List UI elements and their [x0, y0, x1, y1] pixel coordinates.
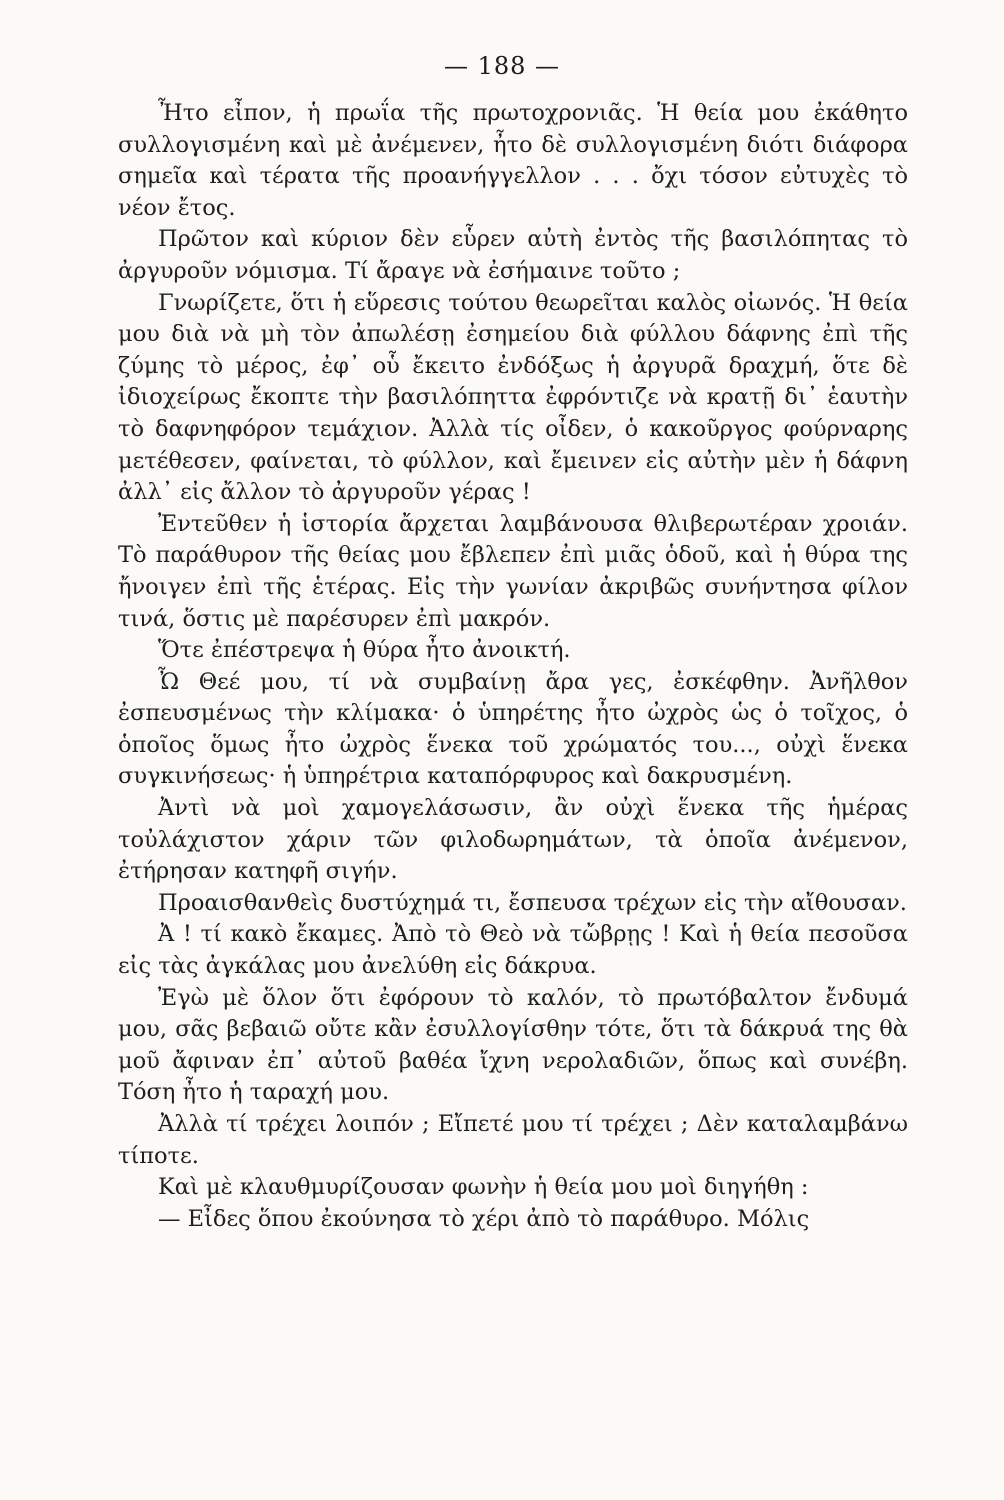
paragraph: Ἐντεῦθεν ἡ ἱστορία ἄρχεται λαμβάνουσα θλιβερωτέραν χροιάν. Τὸ παράθυρον τῆς θείας μου ἔβλεπεν ἐπὶ μιᾶς ὁδοῦ, καὶ ἡ θύρα της ἤνοιγεν ἐπὶ τῆς ἑτέρας. Εἰς τὴν γωνίαν ἀκριβῶς συνήντησα φίλον τινά, ὅστις μὲ παρέσυρεν ἐπὶ μακρόν. [118, 510, 908, 632]
paragraph: — Εἶδες ὅπου ἐκούνησα τὸ χέρι ἀπὸ τὸ παράθυρο. Μόλις [158, 1205, 810, 1232]
page-number: — 188 — [443, 52, 561, 80]
paragraph: Πρῶτον καὶ κύριον δὲν εὗρεν αὐτὴ ἐντὸς τῆς βασιλόπητας τὸ ἀργυροῦν νόμισμα. Τί ἄραγε νὰ ἐσήμαινε τοῦτο ; [118, 226, 908, 284]
paragraph: Ὅτε ἐπέστρεψα ἡ θύρα ἦτο ἀνοικτή. [158, 637, 571, 664]
paragraph: Προαισθανθεὶς δυστύχημά τι, ἔσπευσα τρέχων εἰς τὴν αἴθουσαν. [158, 889, 907, 916]
paragraph: Γνωρίζετε, ὅτι ἡ εὕρεσις τούτου θεωρεῖται καλὸς οἰωνός. Ἡ θεία μου διὰ νὰ μὴ τὸν ἀπωλέσῃ ἐσημείου διὰ φύλλου δάφνης ἐπὶ τῆς ζύμης τὸ μέρος, ἐφ᾽ οὗ ἔκειτο ἐνδόξως ἡ ἀργυρᾶ δραχμή, ὅτε δὲ ἰδιοχείρως ἔκοπτε τὴν βασιλόπηττα ἐφρόντιζε νὰ κρατῇ δι᾽ ἑαυτὴν τὸ δαφνηφόρον τεμάχιον. Ἀλλὰ τίς οἶδεν, ὁ κακοῦργος φούρναρης μετέθεσεν, φαίνεται, τὸ φύλλον, καὶ ἔμεινεν εἰς αὐτὴν μὲν ἡ δάφνη ἀλλ᾽ εἰς ἄλλον τὸ ἀργυροῦν γέρας ! [118, 289, 908, 506]
paragraph: Ὦ Θεέ μου, τί νὰ συμβαίνῃ ἄρα γες, ἐσκέφθην. Ἀνῆλθον ἐσπευσμένως τὴν κλίμακα· ὁ ὑπηρέτης ἦτο ὠχρὸς ὡς ὁ τοῖχος, ὁ ὁποῖος ὅμως ἦτο ὠχρὸς ἕνεκα τοῦ χρώματός του..., οὐχὶ ἕνεκα συγκινήσεως· ἡ ὑπηρέτρια καταπόρφυρος καὶ δακρυσμένη. [118, 668, 908, 790]
paragraph: Ἀ ! τί κακὸ ἔκαμες. Ἀπὸ τὸ Θεὸ νὰ τὤβρῃς ! Καὶ ἡ θεία πεσοῦσα εἰς τὰς ἀγκάλας μου ἀνελύθη εἰς δάκρυα. [118, 921, 908, 980]
paragraph: Ἦτο εἶπον, ἡ πρωΐα τῆς πρωτοχρονιᾶς. Ἡ θεία μου ἐκάθητο συλλογισμένη καὶ μὲ ἀνέμενεν, ἦτο δὲ συλλογισμένη διότι διάφορα σημεῖα καὶ τέρατα τῆς προανήγγελλον . . . ὄχι τόσον εὐτυχὲς τὸ νέον ἔτος. [118, 100, 908, 221]
paragraph: Ἀλλὰ τί τρέχει λοιπόν ; Εἴπετέ μου τί τρέχει ; Δὲν καταλαμβάνω τίποτε. [118, 1111, 908, 1169]
paragraph: Ἀντὶ νὰ μοὶ χαμογελάσωσιν, ἂν οὐχὶ ἕνεκα τῆς ἡμέρας τοὐλάχιστον χάριν τῶν φιλοδωρημάτων, τὰ ὁποῖα ἀνέμενον, ἐτήρησαν κατηφῆ σιγήν. [118, 795, 908, 885]
paragraph: Καὶ μὲ κλαυθμυρίζουσαν φωνὴν ἡ θεία μου μοὶ διηγήθη : [158, 1174, 809, 1201]
paragraph: Ἐγὼ μὲ ὅλον ὅτι ἐφόρουν τὸ καλόν, τὸ πρωτόβαλτον ἔνδυμά μου, σᾶς βεβαιῶ οὔτε κἂν ἐσυλλογίσθην τότε, ὅτι τὰ δάκρυά της θὰ μοῦ ἄφιναν ἐπ᾽ αὐτοῦ βαθέα ἴχνη νερολαδιῶν, ὅπως καὶ συνέβη. Τόση ἦτο ἡ ταραχή μου. [118, 984, 908, 1106]
body-text [118, 98, 908, 1235]
